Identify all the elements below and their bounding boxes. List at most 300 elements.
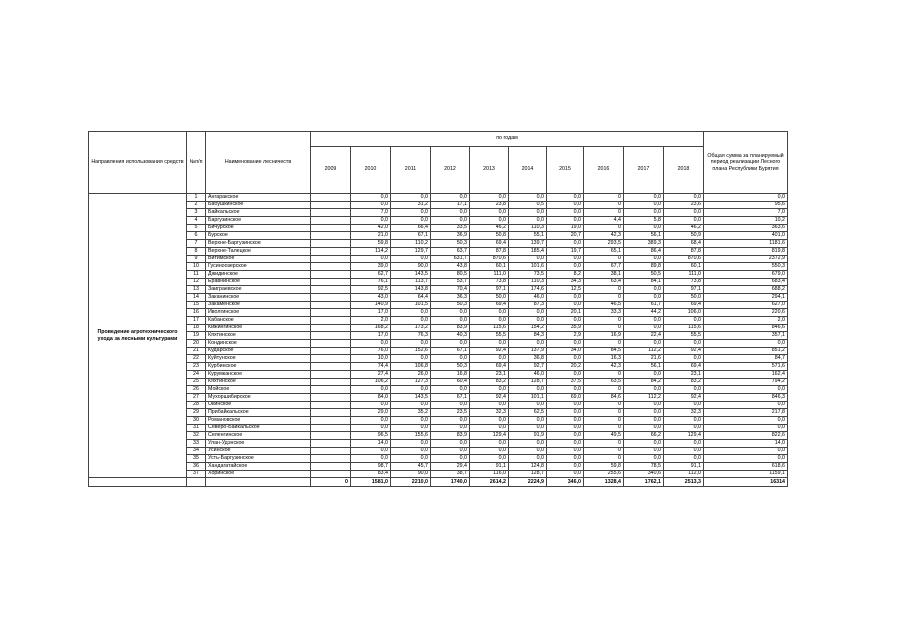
year-value: 60,1 bbox=[470, 263, 509, 271]
row-number: 36 bbox=[187, 463, 206, 471]
year-value: 0 bbox=[584, 286, 624, 294]
year-value: 128,7 bbox=[509, 470, 547, 478]
row-total: 357,1 bbox=[704, 332, 788, 340]
year-value: 66,2 bbox=[624, 432, 664, 440]
year-value: 255,6 bbox=[584, 470, 624, 478]
year-value: 0,0 bbox=[509, 309, 547, 317]
year-value: 50,3 bbox=[431, 240, 470, 248]
forestry-name: Усть-Баргузинское bbox=[206, 455, 311, 463]
row-number: 15 bbox=[187, 301, 206, 309]
year-value: 129,4 bbox=[470, 432, 509, 440]
header-year: 2017 bbox=[624, 147, 664, 194]
year-value: 0 bbox=[584, 386, 624, 394]
year-value: 23,5 bbox=[431, 409, 470, 417]
year-value: 8,2 bbox=[547, 270, 584, 278]
year-value: 0,0 bbox=[664, 416, 704, 424]
year-value: 17,0 bbox=[351, 309, 391, 317]
row-total: 0,0 bbox=[704, 455, 788, 463]
year-value: 0,0 bbox=[624, 440, 664, 448]
year-value: 92,4 bbox=[470, 347, 509, 355]
row-total: 0,0 bbox=[704, 447, 788, 455]
year-value: 0,0 bbox=[391, 209, 431, 217]
forestry-name: Куйтунское bbox=[206, 355, 311, 363]
year-value: 53,7 bbox=[431, 278, 470, 286]
year-value: 870,6 bbox=[470, 255, 509, 263]
row-number: 7 bbox=[187, 240, 206, 248]
year-value: 89,8 bbox=[624, 263, 664, 271]
year-value: 185,4 bbox=[509, 247, 547, 255]
year-value: 0,0 bbox=[547, 416, 584, 424]
year-value: 0,0 bbox=[470, 355, 509, 363]
year-value: 0,0 bbox=[470, 386, 509, 394]
table-row bbox=[89, 278, 788, 286]
year-value: 173,2 bbox=[391, 324, 431, 332]
row-number: 18 bbox=[187, 324, 206, 332]
forestry-name: Еравнинское bbox=[206, 278, 311, 286]
year-value: 70,4 bbox=[431, 286, 470, 294]
year-value: 97,1 bbox=[664, 286, 704, 294]
year-value bbox=[311, 355, 351, 363]
forestry-name: Заиграевское bbox=[206, 286, 311, 294]
row-number: 6 bbox=[187, 232, 206, 240]
year-value: 43,8 bbox=[431, 263, 470, 271]
year-value: 0,0 bbox=[509, 317, 547, 325]
year-value: 0,0 bbox=[470, 217, 509, 225]
row-total: 7,0 bbox=[704, 209, 788, 217]
row-total: 683,4 bbox=[704, 278, 788, 286]
year-value: 23,8 bbox=[470, 201, 509, 209]
year-value: 68,4 bbox=[664, 240, 704, 248]
year-value: 32,3 bbox=[664, 409, 704, 417]
year-value bbox=[311, 278, 351, 286]
year-value: 22,4 bbox=[624, 332, 664, 340]
year-total: 0 bbox=[311, 478, 351, 487]
forestry-name: Джидинское bbox=[206, 270, 311, 278]
year-value: 0,0 bbox=[547, 370, 584, 378]
forestry-name: Курбинское bbox=[206, 363, 311, 371]
year-value: 19,0 bbox=[547, 224, 584, 232]
year-value: 0 bbox=[584, 455, 624, 463]
row-number: 14 bbox=[187, 293, 206, 301]
year-value: 0,0 bbox=[470, 194, 509, 202]
year-value: 0,0 bbox=[470, 401, 509, 409]
year-value: 0,0 bbox=[509, 401, 547, 409]
year-value: 0,0 bbox=[624, 317, 664, 325]
year-value: 92,7 bbox=[509, 363, 547, 371]
year-value: 67,1 bbox=[391, 232, 431, 240]
year-value: 0,0 bbox=[624, 255, 664, 263]
row-total: 0,0 bbox=[704, 340, 788, 348]
year-value: 0,0 bbox=[547, 201, 584, 209]
year-total: 2210,0 bbox=[391, 478, 431, 487]
header-year: 2009 bbox=[311, 147, 351, 194]
year-value: 106,2 bbox=[351, 378, 391, 386]
year-value: 143,5 bbox=[391, 270, 431, 278]
forestry-name: Северо-Байкальское bbox=[206, 424, 311, 432]
table-row bbox=[89, 432, 788, 440]
year-value: 0,0 bbox=[391, 455, 431, 463]
forestry-name: Бурское bbox=[206, 232, 311, 240]
year-value: 0,0 bbox=[547, 209, 584, 217]
year-value: 46,0 bbox=[509, 370, 547, 378]
year-value: 36,9 bbox=[431, 232, 470, 240]
year-value bbox=[311, 455, 351, 463]
year-value: 23,1 bbox=[470, 370, 509, 378]
year-value bbox=[311, 332, 351, 340]
year-value: 0,0 bbox=[509, 255, 547, 263]
year-value: 73,8 bbox=[470, 278, 509, 286]
year-value: 37,5 bbox=[547, 378, 584, 386]
year-value: 0,0 bbox=[351, 201, 391, 209]
forestry-name: Верхне-Талецкое bbox=[206, 247, 311, 255]
forestry-name: Кударское bbox=[206, 347, 311, 355]
year-value: 42,3 bbox=[584, 232, 624, 240]
year-value: 83,9 bbox=[431, 432, 470, 440]
year-value: 63,7 bbox=[431, 247, 470, 255]
row-total: 0,0 bbox=[704, 401, 788, 409]
row-number: 28 bbox=[187, 401, 206, 409]
year-value bbox=[311, 201, 351, 209]
year-value: 0,0 bbox=[547, 440, 584, 448]
row-number: 22 bbox=[187, 355, 206, 363]
year-value: 92,4 bbox=[470, 393, 509, 401]
forestry-name: Улан-Удэнское bbox=[206, 440, 311, 448]
year-value: 0,0 bbox=[509, 440, 547, 448]
year-value: 33,5 bbox=[431, 224, 470, 232]
year-value: 0 bbox=[584, 293, 624, 301]
table-row bbox=[89, 424, 788, 432]
header-year: 2011 bbox=[391, 147, 431, 194]
row-number: 12 bbox=[187, 278, 206, 286]
year-value: 0,0 bbox=[431, 217, 470, 225]
year-value bbox=[311, 363, 351, 371]
year-value: 0,0 bbox=[391, 440, 431, 448]
year-value bbox=[311, 286, 351, 294]
year-value: 20,2 bbox=[547, 363, 584, 371]
forestry-name: Кяхтинское bbox=[206, 332, 311, 340]
row-number: 27 bbox=[187, 393, 206, 401]
year-value: 0,0 bbox=[624, 293, 664, 301]
year-value: 106,8 bbox=[391, 363, 431, 371]
year-value: 0,0 bbox=[431, 355, 470, 363]
year-value: 73,8 bbox=[664, 278, 704, 286]
year-value: 0,0 bbox=[624, 224, 664, 232]
year-value: 0,0 bbox=[624, 424, 664, 432]
year-value: 39,0 bbox=[351, 263, 391, 271]
year-value: 69,4 bbox=[470, 240, 509, 248]
year-value: 0,0 bbox=[547, 447, 584, 455]
year-value bbox=[311, 432, 351, 440]
table-row bbox=[89, 217, 788, 225]
year-value: 87,8 bbox=[664, 247, 704, 255]
year-value bbox=[311, 224, 351, 232]
row-total: 0,0 bbox=[704, 424, 788, 432]
totals-row bbox=[89, 478, 788, 487]
year-value: 0,0 bbox=[431, 440, 470, 448]
year-value: 0,0 bbox=[547, 317, 584, 325]
row-total: 688,2 bbox=[704, 286, 788, 294]
year-total: 2224,9 bbox=[509, 478, 547, 487]
row-total: 819,8 bbox=[704, 247, 788, 255]
table-row bbox=[89, 293, 788, 301]
table-row bbox=[89, 224, 788, 232]
year-value: 0,0 bbox=[664, 355, 704, 363]
year-value: 50,5 bbox=[624, 270, 664, 278]
table-row bbox=[89, 355, 788, 363]
row-total: 822,6 bbox=[704, 432, 788, 440]
year-value: 0,0 bbox=[547, 463, 584, 471]
forestry-name: Мухоршибирское bbox=[206, 393, 311, 401]
year-value: 0,0 bbox=[509, 455, 547, 463]
year-value: 73,5 bbox=[509, 270, 547, 278]
year-value: 0,0 bbox=[547, 386, 584, 394]
year-value: 17,1 bbox=[431, 201, 470, 209]
year-value: 46,2 bbox=[664, 224, 704, 232]
year-value: 35,2 bbox=[391, 409, 431, 417]
header-by-years: по годам bbox=[311, 132, 704, 147]
year-value: 0 bbox=[584, 255, 624, 263]
year-value: 0,0 bbox=[624, 386, 664, 394]
year-value: 46,2 bbox=[470, 224, 509, 232]
year-value bbox=[311, 317, 351, 325]
forest-plan-table bbox=[88, 131, 788, 487]
year-value: 69,4 bbox=[470, 301, 509, 309]
year-value: 0,0 bbox=[351, 194, 391, 202]
year-value: 139,7 bbox=[509, 240, 547, 248]
year-value: 137,9 bbox=[509, 347, 547, 355]
year-value: 0,0 bbox=[351, 255, 391, 263]
year-value: 0,0 bbox=[547, 470, 584, 478]
header-year: 2013 bbox=[470, 147, 509, 194]
year-value: 32,3 bbox=[470, 409, 509, 417]
year-value: 83,2 bbox=[664, 378, 704, 386]
direction-cell: Проведение агротехнического ухода за лесными культурами bbox=[89, 194, 187, 478]
year-value: 168,2 bbox=[351, 324, 391, 332]
year-value: 97,1 bbox=[470, 286, 509, 294]
year-value: 152,6 bbox=[391, 347, 431, 355]
year-value: 0,0 bbox=[624, 340, 664, 348]
table-row bbox=[89, 386, 788, 394]
grand-total: 16314 bbox=[704, 478, 788, 487]
year-value: 46,5 bbox=[584, 301, 624, 309]
forestry-name: Усинское bbox=[206, 447, 311, 455]
row-number: 8 bbox=[187, 247, 206, 255]
year-value: 84,6 bbox=[584, 393, 624, 401]
year-value: 36,3 bbox=[431, 293, 470, 301]
year-value: 116,0 bbox=[470, 470, 509, 478]
table-row bbox=[89, 309, 788, 317]
forestry-name: Селенгинское bbox=[206, 432, 311, 440]
year-value: 115,6 bbox=[664, 324, 704, 332]
year-value: 0,0 bbox=[547, 355, 584, 363]
year-value: 50,9 bbox=[664, 232, 704, 240]
year-value bbox=[311, 263, 351, 271]
year-value: 0,0 bbox=[431, 386, 470, 394]
year-value: 154,2 bbox=[509, 324, 547, 332]
year-value: 114,2 bbox=[351, 247, 391, 255]
year-value: 16,9 bbox=[584, 332, 624, 340]
forestry-name: Гусиноозерское bbox=[206, 263, 311, 271]
year-value: 62,5 bbox=[509, 409, 547, 417]
year-value: 0,0 bbox=[470, 447, 509, 455]
year-value bbox=[311, 270, 351, 278]
year-value: 63,5 bbox=[584, 378, 624, 386]
row-number: 30 bbox=[187, 416, 206, 424]
year-value: 0,0 bbox=[351, 447, 391, 455]
year-value bbox=[311, 340, 351, 348]
table-row bbox=[89, 301, 788, 309]
table-row bbox=[89, 363, 788, 371]
year-value: 0,0 bbox=[351, 386, 391, 394]
forestry-name: Прибайкальское bbox=[206, 409, 311, 417]
year-value: 4,4 bbox=[584, 217, 624, 225]
year-value: 0 bbox=[584, 194, 624, 202]
year-value: 112,2 bbox=[624, 347, 664, 355]
year-value: 0,0 bbox=[547, 455, 584, 463]
year-value: 65,1 bbox=[584, 247, 624, 255]
year-value: 0,0 bbox=[547, 293, 584, 301]
year-value: 0,0 bbox=[509, 447, 547, 455]
year-value: 50,8 bbox=[470, 232, 509, 240]
forestry-name: Кижингинское bbox=[206, 324, 311, 332]
table-row bbox=[89, 209, 788, 217]
year-value: 0,0 bbox=[509, 416, 547, 424]
year-value: 10,0 bbox=[351, 355, 391, 363]
year-value: 0,0 bbox=[547, 409, 584, 417]
year-value: 0,0 bbox=[351, 455, 391, 463]
forestry-name: Ангаракское bbox=[206, 194, 311, 202]
row-total: 851,2 bbox=[704, 347, 788, 355]
row-number: 4 bbox=[187, 217, 206, 225]
year-value: 0,0 bbox=[431, 194, 470, 202]
forestry-name: Заканинское bbox=[206, 293, 311, 301]
year-value: 0,0 bbox=[391, 317, 431, 325]
row-total: 401,0 bbox=[704, 232, 788, 240]
year-value: 0,0 bbox=[470, 309, 509, 317]
year-value: 0,0 bbox=[664, 340, 704, 348]
row-number: 19 bbox=[187, 332, 206, 340]
year-value: 0,0 bbox=[664, 447, 704, 455]
year-value: 50,0 bbox=[470, 293, 509, 301]
forestry-name: Окинское bbox=[206, 401, 311, 409]
table-row bbox=[89, 270, 788, 278]
year-value: 34,0 bbox=[547, 347, 584, 355]
table-row bbox=[89, 416, 788, 424]
year-value: 69,4 bbox=[664, 301, 704, 309]
year-value: 0,0 bbox=[431, 401, 470, 409]
totals-blank bbox=[89, 478, 187, 487]
year-value: 50,3 bbox=[431, 363, 470, 371]
year-value: 55,1 bbox=[509, 232, 547, 240]
year-value: 50,0 bbox=[664, 293, 704, 301]
year-value: 124,8 bbox=[509, 463, 547, 471]
year-value: 631,7 bbox=[431, 255, 470, 263]
year-value: 21,6 bbox=[624, 355, 664, 363]
row-number: 2 bbox=[187, 201, 206, 209]
year-value: 38,1 bbox=[584, 270, 624, 278]
year-value: 5,8 bbox=[624, 217, 664, 225]
row-number: 23 bbox=[187, 363, 206, 371]
year-value bbox=[311, 301, 351, 309]
year-value: 0,0 bbox=[624, 201, 664, 209]
year-value: 62,7 bbox=[351, 270, 391, 278]
year-value: 110,2 bbox=[391, 240, 431, 248]
forestry-name: Хоринское bbox=[206, 470, 311, 478]
year-value bbox=[311, 293, 351, 301]
year-value: 101,6 bbox=[509, 263, 547, 271]
year-value: 74,4 bbox=[351, 363, 391, 371]
year-value bbox=[311, 386, 351, 394]
year-value: 0,0 bbox=[470, 424, 509, 432]
year-value: 61,7 bbox=[624, 301, 664, 309]
year-value: 0,0 bbox=[391, 255, 431, 263]
year-value bbox=[311, 440, 351, 448]
year-value: 0,0 bbox=[509, 209, 547, 217]
year-total: 1581,0 bbox=[351, 478, 391, 487]
year-value: 110,3 bbox=[509, 224, 547, 232]
year-value: 0,0 bbox=[431, 447, 470, 455]
year-value: 2,0 bbox=[351, 317, 391, 325]
year-value: 0,0 bbox=[470, 209, 509, 217]
year-value: 31,2 bbox=[391, 201, 431, 209]
year-value: 0,0 bbox=[391, 309, 431, 317]
table-row bbox=[89, 232, 788, 240]
row-total: 1159,1 bbox=[704, 470, 788, 478]
year-value bbox=[311, 209, 351, 217]
year-value: 0,0 bbox=[391, 194, 431, 202]
row-total: 627,0 bbox=[704, 301, 788, 309]
year-value: 101,5 bbox=[391, 301, 431, 309]
year-value bbox=[311, 378, 351, 386]
year-value: 0,0 bbox=[624, 324, 664, 332]
year-value: 0,0 bbox=[664, 317, 704, 325]
year-value: 91,1 bbox=[664, 463, 704, 471]
year-value: 84,5 bbox=[584, 347, 624, 355]
year-value: 16,8 bbox=[431, 370, 470, 378]
year-value: 38,7 bbox=[431, 470, 470, 478]
year-value: 0,0 bbox=[391, 340, 431, 348]
year-value: 0,0 bbox=[431, 424, 470, 432]
year-value: 0 bbox=[584, 317, 624, 325]
year-total: 2614,2 bbox=[470, 478, 509, 487]
year-value: 0,0 bbox=[391, 355, 431, 363]
year-value: 0,0 bbox=[624, 455, 664, 463]
year-value bbox=[311, 370, 351, 378]
row-total: 846,6 bbox=[704, 324, 788, 332]
year-value: 80,5 bbox=[431, 270, 470, 278]
row-number: 34 bbox=[187, 447, 206, 455]
year-value bbox=[311, 447, 351, 455]
year-value: 0 bbox=[584, 447, 624, 455]
year-value: 87,8 bbox=[470, 247, 509, 255]
table-row bbox=[89, 440, 788, 448]
year-value: 60,1 bbox=[664, 263, 704, 271]
year-value: 69,4 bbox=[470, 363, 509, 371]
forestry-name: Романовское bbox=[206, 416, 311, 424]
row-total: 571,6 bbox=[704, 363, 788, 371]
row-number: 11 bbox=[187, 270, 206, 278]
year-value: 43,0 bbox=[351, 293, 391, 301]
year-value: 0,0 bbox=[351, 401, 391, 409]
year-value: 389,3 bbox=[624, 240, 664, 248]
year-value bbox=[311, 424, 351, 432]
row-number: 1 bbox=[187, 194, 206, 202]
forestry-name: Кяхтинское bbox=[206, 378, 311, 386]
header-year: 2018 bbox=[664, 147, 704, 194]
year-value bbox=[311, 232, 351, 240]
year-value: 0,0 bbox=[391, 416, 431, 424]
forestry-name: Витимское bbox=[206, 255, 311, 263]
